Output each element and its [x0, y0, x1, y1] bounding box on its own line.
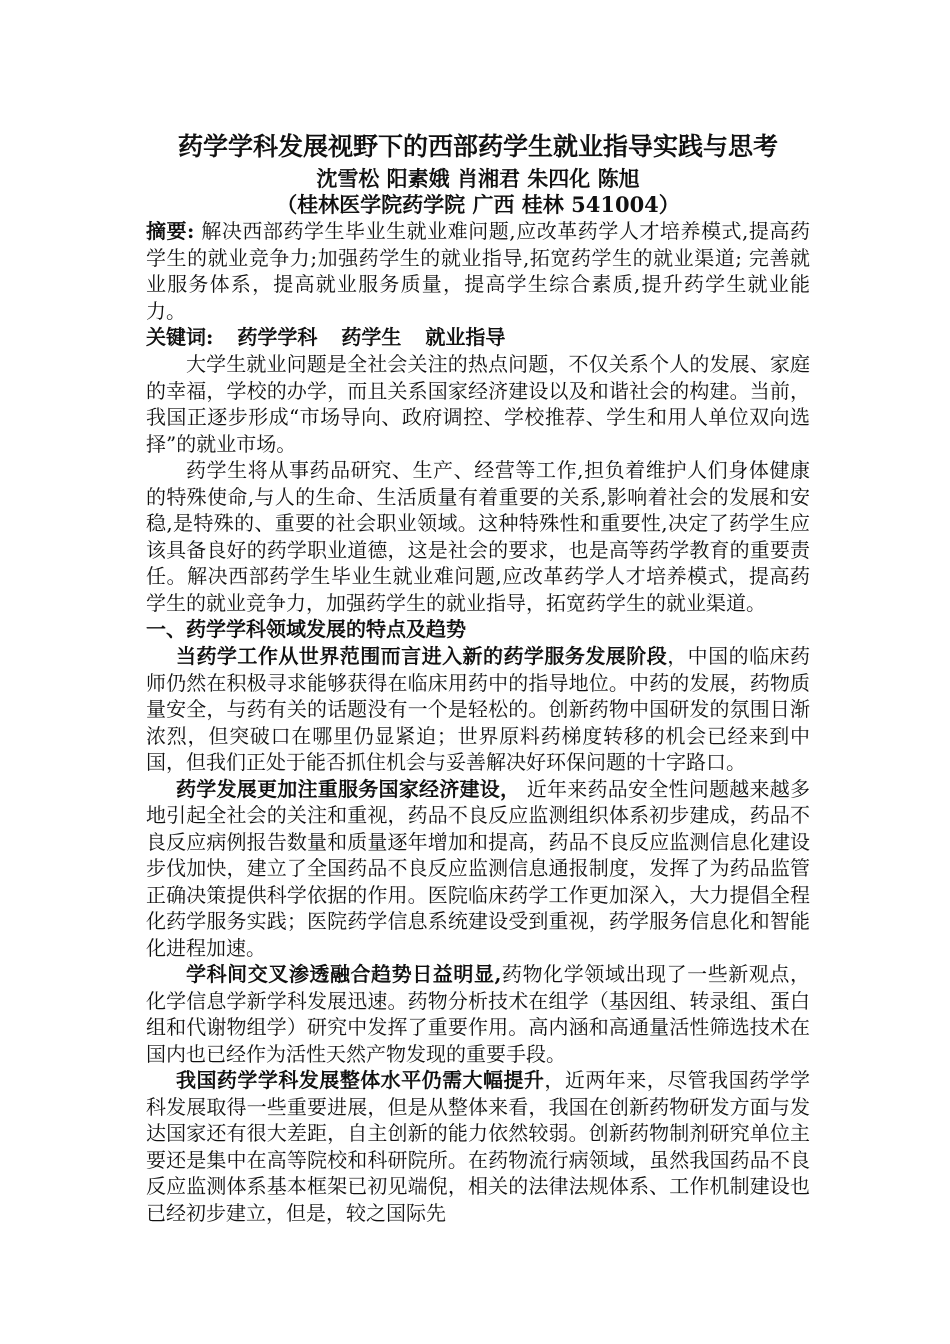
keyword-item: 就业指导: [425, 325, 506, 349]
author-list: 沈雪松 阳素娥 肖湘君 朱四化 陈旭: [316, 166, 640, 191]
paragraph-text: 药物化学领域出现了一些新观点，化学信息学新学科发展迅速。药物分析技术在组学（基因组、转录组、蛋白组和代谢物组学）研究中发挥了重要作用。高内涵和高通量活性筛选技术在国内也已经作为活性天然产物发现的重要手段。: [146, 962, 810, 1066]
intro-paragraph: 大学生就业问题是全社会关注的热点问题，不仅关系个人的发展、家庭的幸福，学校的办学，而且关系国家经济建设以及和谐社会的构建。当前，我国正逐步形成“市场导向、政府调控、学校推荐、学生和用人单位双向选择”的就业市场。: [146, 352, 810, 456]
paragraph-lead: 药学发展更加注重服务国家经济建设，: [176, 776, 521, 801]
paragraph-lead: 我国药学学科发展整体水平仍需大幅提升: [176, 1068, 545, 1092]
body-paragraph: [146, 1067, 810, 1226]
affiliation: （桂林医学院药学院 广西 桂林 541004）: [276, 192, 680, 217]
body-paragraph: [146, 643, 810, 776]
document-page: [146, 128, 810, 1226]
paragraph-lead: 当药学工作从世界范围而言进入新的药学服务发展阶段: [176, 644, 668, 668]
body-paragraph: [146, 776, 810, 962]
keyword-item: 药学生: [341, 325, 402, 349]
abstract-text: 解决西部药学生毕业生就业难问题,应改革药学人才培养模式,提高药学生的就业竞争力;加强药学生的就业指导,拓宽药学生的就业渠道; 完善就业服务体系，提高就业服务质量，提高学生综合素质,提升药学生就业能力。: [146, 219, 810, 323]
paragraph-text: 近年来药品安全性问题越来越多地引起全社会的关注和重视，药品不良反应监测组织体系初步建成，药品不良反应病例报告数量和质量逐年增加和提高，药品不良反应监测信息化建设步伐加快，建立了全国药品不良反应监测信息通报制度，发挥了为药品监管正确决策提供科学依据的作用。医院临床药学工作更加深入，大力提倡全程化药学服务实践；医院药学信息系统建设受到重视，药学服务信息化和智能化进程加速。: [146, 776, 811, 960]
section-heading: 一、药学学科领域发展的特点及趋势: [146, 617, 466, 641]
body-paragraph: [146, 961, 810, 1067]
paragraph-lead: 学科间交叉渗透融合趋势日益明显,: [186, 962, 502, 986]
abstract: [146, 218, 810, 324]
keywords: [146, 324, 810, 351]
paragraph-text: ，近两年来，尽管我国药学学科发展取得一些重要进展，但是从整体来看，我国在创新药物研发方面与发达国家还有很大差距，自主创新的能力依然较弱。创新药物制剂研究单位主要还是集中在高等院校和科研院所。在药物流行病领域，虽然我国药品不良反应监测体系基本框架已初见端倪，相关的法律法规体系、工作机制建设也已经初步建立，但是，较之国际先: [146, 1068, 811, 1225]
intro-paragraph: 药学生将从事药品研究、生产、经营等工作,担负着维护人们身体健康的特殊使命,与人的生命、生活质量有着重要的关系,影响着社会的发展和安稳,是特殊的、重要的社会职业领域。这种特殊性和重要性,决定了药学生应该具备良好的药学职业道德，这是社会的要求，也是高等药学教育的重要责任。解决西部药学生毕业生就业难问题,应改革药学人才培养模式，提高药学生的就业竞争力，加强药学生的就业指导，拓宽药学生的就业渠道。: [146, 458, 810, 615]
keyword-item: 药学学科: [237, 325, 318, 349]
paragraph-text: ，中国的临床药师仍然在积极寻求能够获得在临床用药中的指导地位。中药的发展，药物质量安全，与药有关的话题没有一个是轻松的。创新药物中国研发的氛围日渐浓烈，但突破口在哪里仍显紧迫；世界原料药梯度转移的机会已经来到中国，但我们正处于能否抓住机会与妥善解决好环保问题的十字路口。: [146, 644, 811, 774]
paper-title: 药学学科发展视野下的西部药学生就业指导实践与思考: [177, 132, 778, 161]
abstract-label: 摘要:: [146, 219, 195, 243]
keywords-label: 关键词:: [146, 325, 214, 349]
